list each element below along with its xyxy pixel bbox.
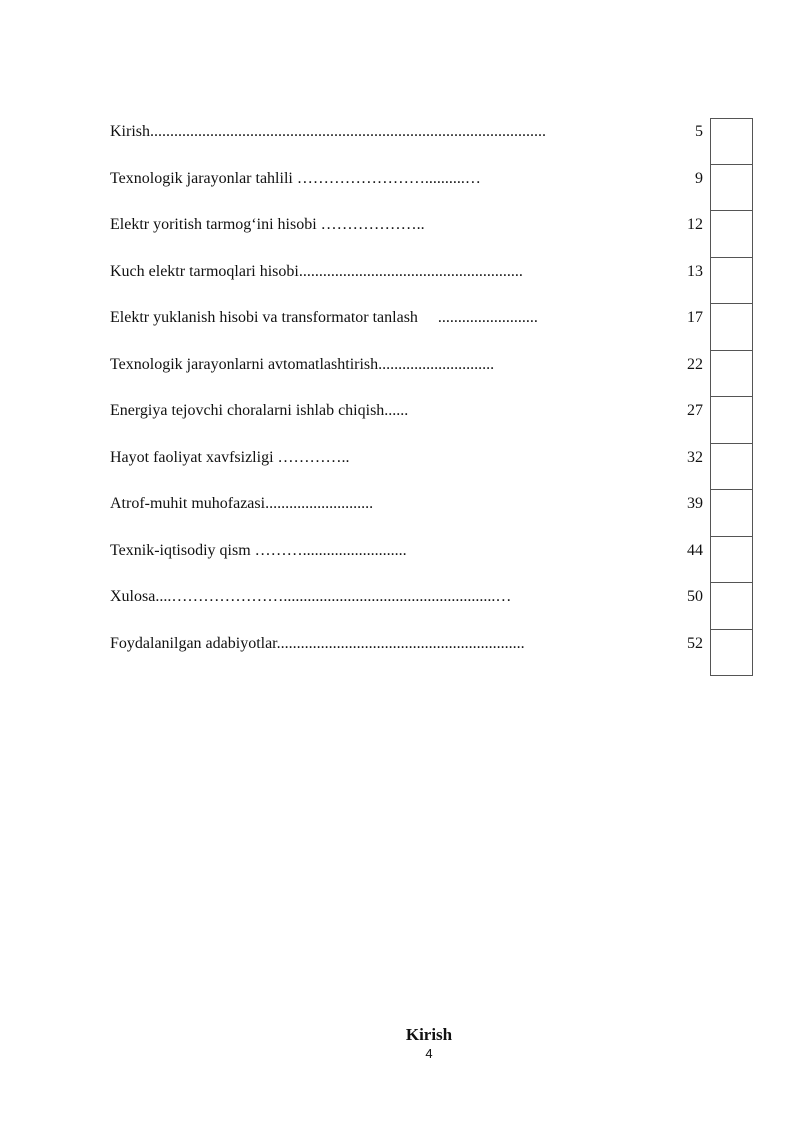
toc-entry xyxy=(110,490,755,537)
toc-entry-page: 50 xyxy=(687,588,703,605)
toc-entry-page: 44 xyxy=(687,541,703,559)
toc-page-box xyxy=(710,537,753,584)
toc-entry xyxy=(110,258,755,305)
toc-page-box xyxy=(710,304,753,351)
toc-page-box xyxy=(710,583,753,630)
toc-entry-page: 17 xyxy=(687,309,703,326)
toc-page-box xyxy=(710,118,753,165)
toc-page-box xyxy=(710,444,753,491)
toc-entry-title: Elektr yuklanish hisobi va transformator tanlash ......................... xyxy=(110,309,538,326)
toc-entry-page: 5 xyxy=(695,123,703,140)
toc-entry xyxy=(110,583,755,630)
toc-entry xyxy=(110,165,755,212)
toc-entry-page: 39 xyxy=(687,495,703,512)
toc-entry-page: 27 xyxy=(687,402,703,419)
toc-entry-title: Texnologik jarayonlar tahlili ……………………..........… xyxy=(110,169,481,187)
toc-entry-title: Kirish................................................................................................... xyxy=(110,123,546,140)
toc-entry xyxy=(110,537,755,584)
toc-page-box xyxy=(710,211,753,258)
toc-entry xyxy=(110,211,755,258)
toc-entry xyxy=(110,118,755,165)
toc-entry-title: Texnik-iqtisodiy qism ……….......................... xyxy=(110,541,407,559)
toc-entry-page: 22 xyxy=(687,355,703,373)
toc-page-box xyxy=(710,397,753,444)
toc-entry-page: 13 xyxy=(687,262,703,280)
section-heading: Kirish xyxy=(405,1025,453,1044)
toc-entry-title: Texnologik jarayonlarni avtomatlashtirish............................. xyxy=(110,355,495,373)
toc-page-box xyxy=(710,490,753,537)
toc-page-box xyxy=(710,630,753,677)
toc-entry-title: Hayot faoliyat xavfsizligi ………….. xyxy=(110,448,350,466)
toc-entry-title: Kuch elektr tarmoqlari hisobi........................................................ xyxy=(110,262,523,280)
toc-entry xyxy=(110,444,755,491)
toc-entry xyxy=(110,304,755,351)
toc-entry-title: Foydalanilgan adabiyotlar.............................................................. xyxy=(110,634,525,652)
toc-page-box xyxy=(710,165,753,212)
toc-entry xyxy=(110,630,755,677)
toc-page-box xyxy=(710,258,753,305)
toc-entry-page: 12 xyxy=(687,216,703,233)
toc-entry-page: 52 xyxy=(687,634,703,652)
toc-entry xyxy=(110,351,755,398)
toc-entry-title: Energiya tejovchi choralarni ishlab chiqish...... xyxy=(110,402,409,419)
toc-entry-title: Xulosa....………………….....................................................… xyxy=(110,588,512,605)
toc-entry xyxy=(110,397,755,444)
page-number: 4 xyxy=(425,1046,433,1061)
toc-page-box xyxy=(710,351,753,398)
table-of-contents xyxy=(110,118,755,676)
toc-entry-page: 32 xyxy=(687,448,703,466)
toc-entry-title: Atrof-muhit muhofazasi........................... xyxy=(110,495,374,512)
toc-entry-title: Elektr yoritish tarmog‘ini hisobi ……………….. xyxy=(110,216,425,233)
toc-entry-page: 9 xyxy=(695,169,703,187)
